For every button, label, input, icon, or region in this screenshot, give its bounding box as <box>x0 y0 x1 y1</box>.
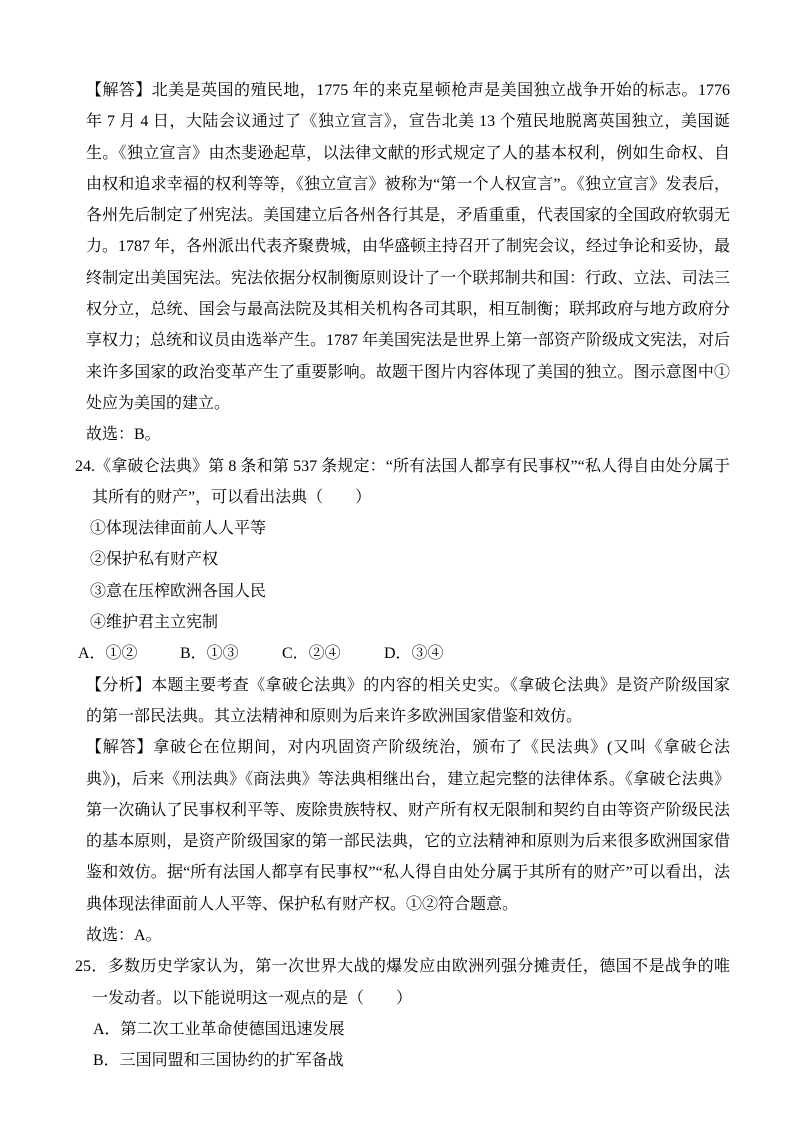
q24-solution-text: 拿破仑在位期间，对内巩固资产阶级统治，颁布了《民法典》(又叫《拿破仑法典》)，后来《刑法典》《商法典》等法典相继出台，建立起完整的法律体系。《拿破仑法典》第一次确认了民事权利平等、废除贵族特权、财产所有权无限制和契约自由等资产阶级民法的基本原则，是资产阶级国家的第一部民法典，它的立法精神和原则为后来很多欧洲国家借鉴和效仿。据“所有法国人都享有民事权”“私人得自由处分属于其所有的财产”可以看出，法典体现法律面前人人平等、保护私有财产权。①②符合题意。 <box>86 739 730 913</box>
q24-answer-line: 故选：A。 <box>86 927 162 945</box>
q24-choice-c: C．②④ <box>282 645 341 663</box>
q23-answer-line: 故选：B。 <box>86 426 161 444</box>
q23-solution-paragraph <box>86 75 730 419</box>
q24-stem-paragraph <box>75 451 730 514</box>
q24-item-3: ③意在压榨欧洲各国人民 <box>90 582 267 600</box>
q24-choices-row <box>78 638 730 669</box>
q24-stem-text: 《拿破仑法典》第 8 条和第 537 条规定：“所有法国人都享有民事权”“私人得自由处分属于其所有的财产”，可以看出法典（ ） <box>92 457 730 506</box>
q24-item-1: ①体现法律面前人人平等 <box>90 520 267 538</box>
q24-choice-a: A．①② <box>78 645 138 663</box>
q25-stem-text: 多数历史学家认为，第一次世界大战的爆发应由欧洲列强分摊责任，德国不是战争的唯一发动者。以下能说明这一观点的是（ ） <box>92 958 730 1007</box>
q25-option-a: A．第二次工业革命使德国迅速发展 <box>93 1020 345 1038</box>
q24-item-4: ④维护君主立宪制 <box>90 614 219 632</box>
q24-number: 24. <box>75 457 95 475</box>
q24-analysis-label: 【分析】 <box>86 676 152 694</box>
q25-number: 25． <box>75 958 108 976</box>
q23-solution-label: 【解答】 <box>86 82 152 99</box>
q24-choice-b: B．①③ <box>180 645 239 663</box>
q24-solution-paragraph <box>86 732 730 920</box>
q24-item-2: ②保护私有财产权 <box>90 551 219 569</box>
q24-analysis-text: 本题主要考查《拿破仑法典》的内容的相关史实。《拿破仑法典》是资产阶级国家的第一部民法典。其立法精神和原则为后来许多欧洲国家借鉴和效仿。 <box>86 676 730 725</box>
q24-solution-label: 【解答】 <box>86 739 154 757</box>
q24-analysis-paragraph <box>86 670 730 733</box>
q25-stem-paragraph <box>75 951 730 1014</box>
q24-choice-d: D．③④ <box>384 645 444 663</box>
q25-option-b: B．三国同盟和三国协约的扩军备战 <box>93 1052 344 1070</box>
q23-solution-text: 北美是英国的殖民地，1775 年的来克星顿枪声是美国独立战争开始的标志。1776 年 7 月 4 日，大陆会议通过了《独立宣言》，宣告北美 13 个殖民地脱离英国独立，美国诞生。《独立宣言》由杰斐逊起草，以法律文献的形式规定了人的基本权利，例如生命权、自由权和追求幸福的权利等等，《独立宣言》被称为“第一个人权宣言”。《独立宣言》发表后，各州先后制定了州宪法。美国建立后各州各行其是，矛盾重重，代表国家的全国政府软弱无力。1787 年，各州派出代表齐聚费城，由华盛顿主持召开了制宪会议，经过争论和妥协，最终制定出美国宪法。宪法依据分权制衡原则设计了一个联邦制共和国：行政、立法、司法三权分立，总统、国会与最高法院及其相关机构各司其职，相互制衡；联邦政府与地方政府分享权力；总统和议员由选举产生。1787 年美国宪法是世界上第一部资产阶级成文宪法，对后来许多国家的政治变革产生了重要影响。故题干图片内容体现了美国的独立。图示意图中①处应为美国的建立。 <box>86 82 731 412</box>
